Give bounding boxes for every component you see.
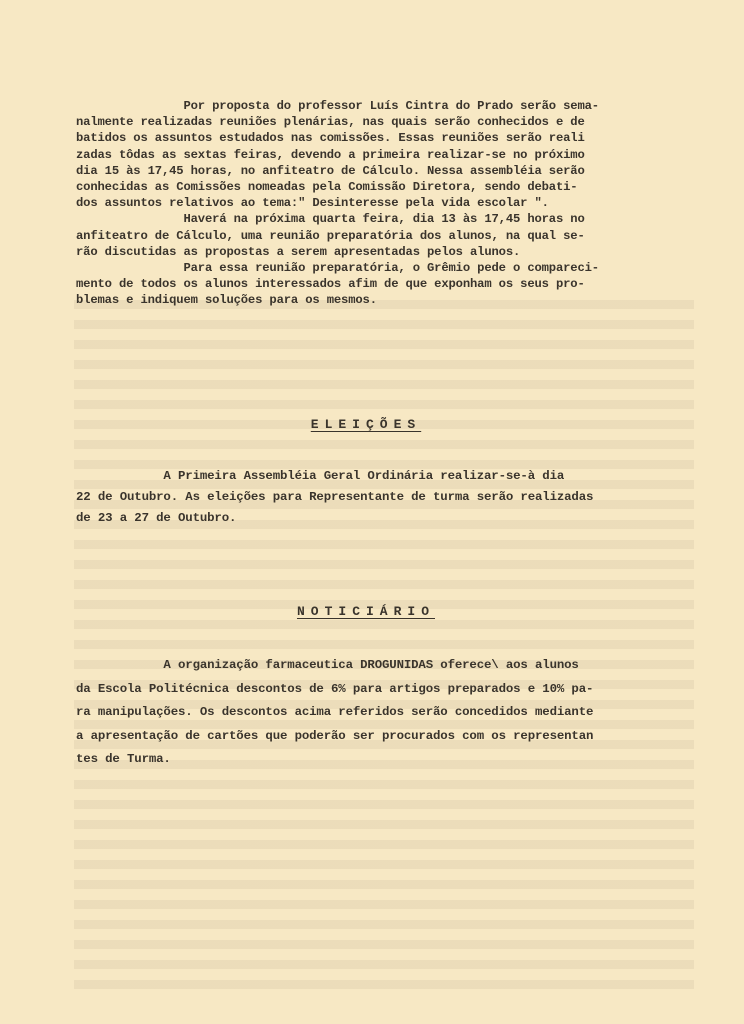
text-line: da Escola Politécnica descontos de 6% para artigos preparados e 10% pa- [76, 681, 594, 696]
noticiario-section [76, 654, 692, 772]
intro-section [76, 98, 692, 309]
text-line: dos assuntos relativos ao tema:" Desinteresse pela vida escolar ". [76, 196, 549, 211]
text-line: Para essa reunião preparatória, o Grêmio pede o compareci- [76, 261, 599, 276]
show-through-background [74, 300, 694, 990]
text-line: Haverá na próxima quarta feira, dia 13 às 17,45 horas no [76, 212, 585, 227]
text-line: A organização farmaceutica DROGUNIDAS oferece\ aos alunos [76, 658, 579, 672]
text-line: ra manipulações. Os descontos acima referidos serão concedidos mediante [76, 705, 594, 719]
text-line: 22 de Outubro. As eleições para Representante de turma serão realizadas [76, 490, 594, 504]
text-line: Por proposta do professor Luís Cintra do Prado serão sema- [76, 99, 599, 113]
text-line: de 23 a 27 de Outubro. [76, 511, 237, 525]
text-line: zadas tôdas as sextas feiras, devendo a primeira realizar-se no próximo [76, 147, 585, 162]
text-line: dia 15 às 17,45 horas, no anfiteatro de Cálculo. Nessa assembléia serão [76, 163, 585, 178]
text-line: tes de Turma. [76, 752, 171, 766]
text-line: conhecidas as Comissões nomeadas pela Comissão Diretora, sendo debati- [76, 180, 578, 195]
text-line: A Primeira Assembléia Geral Ordinária realizar-se-à dia [76, 469, 565, 483]
section-heading-eleicoes: ELEIÇÕES [310, 417, 422, 432]
section-heading-noticiario: NOTICIÁRIO [296, 604, 435, 619]
text-line: nalmente realizadas reuniões plenárias, nas quais serão conhecidos e de [76, 115, 585, 130]
text-line: rão discutidas as propostas a serem apresentadas pelos alunos. [76, 244, 521, 259]
text-line: blemas e indiquem soluções para os mesmos. [76, 293, 377, 308]
eleicoes-section [76, 466, 692, 529]
text-line: anfiteatro de Cálculo, uma reunião preparatória dos alunos, na qual se- [76, 228, 585, 243]
text-line: mento de todos os alunos interessados afim de que exponham os seus pro- [76, 277, 585, 292]
text-line: batidos os assuntos estudados nas comissões. Essas reuniões serão reali [76, 131, 585, 146]
text-line: a apresentação de cartões que poderão ser procurados com os representan [76, 728, 594, 743]
